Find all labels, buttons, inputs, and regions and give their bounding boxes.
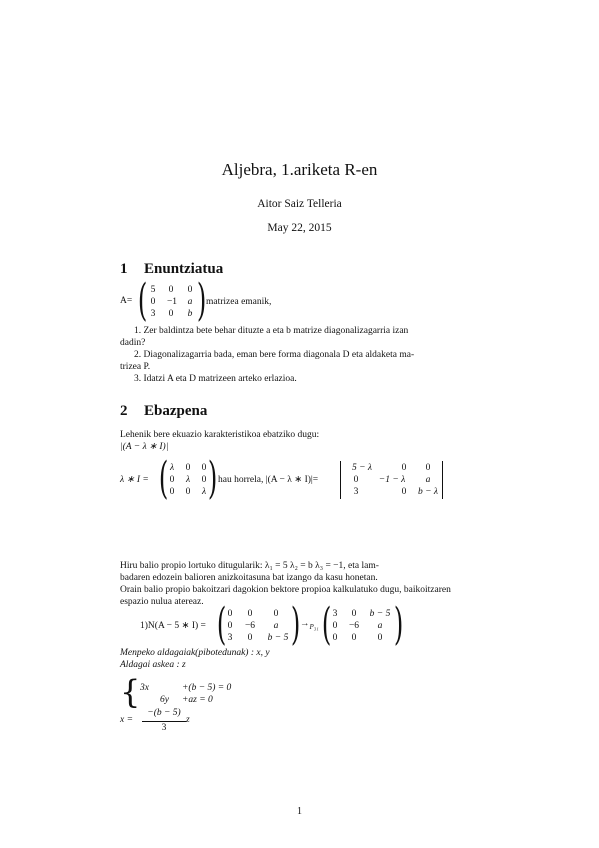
matrix-cell: 0	[273, 609, 279, 619]
matrix-cell: 0	[168, 309, 174, 319]
matrix-cell: 0	[169, 487, 175, 497]
matrix-a-suffix: matrizea emanik,	[206, 297, 272, 307]
matrix-cell: 0	[401, 487, 407, 497]
x-lhs: x =	[120, 715, 134, 725]
matrix-cell: 0	[169, 475, 175, 485]
matrix-cell: b − 5	[369, 609, 391, 619]
arrow-symbol: →	[300, 619, 310, 629]
x-variable: z	[186, 715, 190, 725]
matrix-cell: 0	[425, 463, 431, 473]
matrix-cell: −6	[348, 621, 360, 631]
lambda-i-mid-text: hau horrela, |(A − λ ∗ I)|=	[218, 475, 319, 485]
matrix-cell: a	[273, 621, 279, 631]
matrix-cell: 0	[185, 487, 191, 497]
matrix-cell: a	[187, 297, 193, 307]
matrix-cell: −6	[244, 621, 256, 631]
matrix-cell: −1	[166, 297, 178, 307]
right-paren: )	[290, 599, 301, 650]
matrix-cell: b − 5	[267, 633, 289, 643]
matrix-cell: 0	[227, 621, 233, 631]
document-date: May 22, 2015	[267, 222, 332, 234]
matrix-cell: 3	[150, 309, 156, 319]
matrix-cell: 0	[168, 285, 174, 295]
question-line: 3. Idatzi A eta D matrizeen arteko erlazioa.	[134, 374, 297, 384]
paragraph-line: espazio nulua atereaz.	[120, 597, 204, 607]
question-line: dadin?	[120, 338, 146, 348]
paragraph-line: Hiru balio propio lortuko ditugularik: λ₁ = 5 λ₂ = b λ₃ = −1, eta lam-	[120, 561, 379, 571]
x-numerator: −(b − 5)	[147, 708, 181, 718]
matrix-cell: λ	[169, 463, 175, 473]
matrix-cell: 0	[187, 285, 193, 295]
dependent-variables: Menpeko aldagaiak(pibotedunak) : x, y	[120, 648, 270, 658]
question-line: trizea P.	[120, 362, 151, 372]
matrix-cell: 0	[150, 297, 156, 307]
matrix-cell: 0	[247, 609, 253, 619]
system-row-2-b: +az = 0	[182, 695, 213, 705]
matrix-cell: a	[377, 621, 383, 631]
right-paren: )	[393, 599, 404, 650]
matrix-cell: 0	[332, 633, 338, 643]
matrix-cell: 0	[201, 463, 207, 473]
matrix-cell: 0	[351, 633, 357, 643]
matrix-cell: 0	[185, 463, 191, 473]
free-variables: Aldagai askea : z	[120, 660, 186, 670]
system-row-1-a: 3x	[140, 683, 149, 693]
x-denominator: 3	[161, 723, 167, 733]
section-title: Enuntziatua	[144, 261, 224, 277]
section-title: Ebazpena	[144, 403, 208, 419]
left-paren: (	[158, 453, 169, 504]
matrix-cell: 0	[227, 609, 233, 619]
matrix-cell: λ	[201, 487, 207, 497]
intro-text: Lehenik bere ekuazio karakteristikoa ebatziko dugu:	[120, 430, 320, 440]
matrix-cell: λ	[185, 475, 191, 485]
matrix-cell: 0	[332, 621, 338, 631]
matrix-cell: 0	[401, 463, 407, 473]
determinant-expression: |(A − λ ∗ I)|	[120, 442, 169, 452]
page-number: 1	[297, 806, 302, 817]
matrix-cell: b	[187, 309, 193, 319]
question-line: 1. Zer baldintza bete behar dituzte a eta b matrize diagonalizagarria izan	[134, 326, 409, 336]
matrix-cell: 3	[353, 487, 359, 497]
lambda-i-prefix: λ ∗ I =	[120, 475, 149, 485]
document-author: Aitor Saiz Telleria	[257, 198, 342, 210]
determinant-bar-left	[340, 461, 341, 499]
section-number: 1	[120, 261, 128, 277]
question-line: 2. Diagonalizagarria bada, eman bere forma diagonala D eta aldaketa ma-	[134, 350, 415, 360]
matrix-cell: b − λ	[417, 487, 439, 497]
matrix-cell: 3	[332, 609, 338, 619]
right-paren: )	[207, 453, 218, 504]
fraction-bar	[142, 721, 186, 722]
section-number: 2	[120, 403, 128, 419]
matrix-a-prefix: A=	[120, 296, 133, 306]
paragraph-line: badaren edozein balioren anizkoitasuna bat izango da kasu honetan.	[120, 573, 378, 583]
matrix-cell: 3	[227, 633, 233, 643]
null-space-prefix: 1)N(A − 5 ∗ I) =	[140, 621, 206, 631]
row-op-arrow	[300, 619, 319, 629]
left-paren: (	[321, 599, 332, 650]
section-2-heading	[120, 403, 207, 420]
system-brace: {	[120, 673, 141, 711]
right-paren: )	[196, 275, 207, 326]
matrix-cell: 0	[351, 609, 357, 619]
left-paren: (	[216, 599, 227, 650]
matrix-cell: a	[425, 475, 431, 485]
section-1-heading	[120, 261, 223, 278]
matrix-cell: 0	[353, 475, 359, 485]
matrix-cell: 0	[201, 475, 207, 485]
left-paren: (	[137, 275, 148, 326]
determinant-bar-right	[442, 461, 443, 499]
arrow-subscript: P₃₁	[309, 623, 319, 631]
system-row-1-b: +(b − 5) = 0	[182, 683, 232, 693]
matrix-cell: −1 − λ	[378, 475, 406, 485]
matrix-cell: 5	[150, 285, 156, 295]
matrix-cell: 0	[247, 633, 253, 643]
system-row-2-a: 6y	[160, 695, 169, 705]
document-title: Aljebra, 1.ariketa R-en	[221, 160, 378, 179]
matrix-cell: 0	[377, 633, 383, 643]
matrix-cell: 5 − λ	[351, 463, 373, 473]
paragraph-line: Orain balio propio bakoitzari dagokion bektore propioa kalkulatuko dugu, baikoitzaren	[120, 585, 451, 595]
